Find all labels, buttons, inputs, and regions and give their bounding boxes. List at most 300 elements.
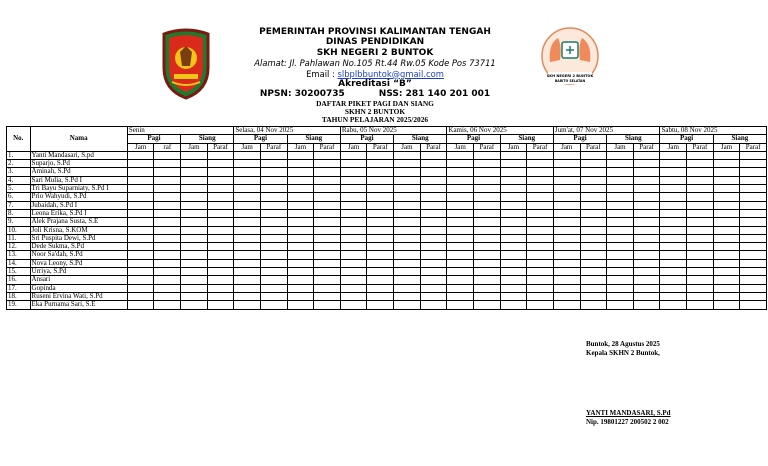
empty-cell <box>367 243 394 251</box>
empty-cell <box>580 292 607 300</box>
empty-cell <box>527 168 554 176</box>
empty-cell <box>234 251 261 259</box>
empty-cell <box>607 276 634 284</box>
table-row <box>7 160 767 168</box>
empty-cell <box>394 160 421 168</box>
empty-cell <box>340 193 367 201</box>
empty-cell <box>474 185 501 193</box>
empty-cell <box>207 226 234 234</box>
empty-cell <box>660 193 687 201</box>
subheader-cell: Jam <box>500 143 527 151</box>
empty-cell <box>740 259 767 267</box>
empty-cell <box>394 259 421 267</box>
subheader-cell: Paraf <box>527 143 554 151</box>
table-row <box>7 168 767 176</box>
empty-cell <box>287 243 314 251</box>
empty-cell <box>154 234 181 242</box>
empty-cell <box>420 268 447 276</box>
empty-cell <box>420 185 447 193</box>
svg-text:BARITO SELATAN: BARITO SELATAN <box>554 79 586 83</box>
empty-cell <box>234 226 261 234</box>
row-name: Ruseni Ervina Wati, S.Pd <box>30 292 127 300</box>
empty-cell <box>314 284 341 292</box>
empty-cell <box>154 243 181 251</box>
row-number: 2. <box>7 160 31 168</box>
empty-cell <box>207 168 234 176</box>
empty-cell <box>660 160 687 168</box>
empty-cell <box>740 168 767 176</box>
row-name: Joli Krisna, S.KOM <box>30 226 127 234</box>
empty-cell <box>340 301 367 309</box>
empty-cell <box>340 201 367 209</box>
empty-cell <box>527 226 554 234</box>
empty-cell <box>127 218 154 226</box>
empty-cell <box>420 151 447 159</box>
empty-cell <box>340 259 367 267</box>
empty-cell <box>287 176 314 184</box>
empty-cell <box>687 168 714 176</box>
empty-cell <box>687 201 714 209</box>
empty-cell <box>127 185 154 193</box>
row-number: 14. <box>7 259 31 267</box>
subheader-cell: Jam <box>394 143 421 151</box>
empty-cell <box>527 176 554 184</box>
empty-cell <box>260 284 287 292</box>
empty-cell <box>687 193 714 201</box>
empty-cell <box>580 193 607 201</box>
empty-cell <box>580 209 607 217</box>
empty-cell <box>154 259 181 267</box>
empty-cell <box>553 259 580 267</box>
empty-cell <box>314 168 341 176</box>
empty-cell <box>713 185 740 193</box>
empty-cell <box>420 176 447 184</box>
empty-cell <box>687 276 714 284</box>
empty-cell <box>420 284 447 292</box>
row-number: 6. <box>7 193 31 201</box>
empty-cell <box>287 268 314 276</box>
empty-cell <box>633 243 660 251</box>
empty-cell <box>580 185 607 193</box>
empty-cell <box>740 243 767 251</box>
empty-cell <box>420 160 447 168</box>
empty-cell <box>687 209 714 217</box>
empty-cell <box>527 251 554 259</box>
empty-cell <box>500 193 527 201</box>
empty-cell <box>660 259 687 267</box>
empty-cell <box>234 234 261 242</box>
empty-cell <box>527 284 554 292</box>
empty-cell <box>181 251 208 259</box>
empty-cell <box>234 292 261 300</box>
empty-cell <box>181 276 208 284</box>
empty-cell <box>660 268 687 276</box>
empty-cell <box>367 201 394 209</box>
row-number: 19. <box>7 301 31 309</box>
empty-cell <box>553 234 580 242</box>
empty-cell <box>474 243 501 251</box>
empty-cell <box>660 251 687 259</box>
session-siang: Siang <box>713 135 766 143</box>
empty-cell <box>527 193 554 201</box>
row-number: 18. <box>7 292 31 300</box>
empty-cell <box>713 151 740 159</box>
empty-cell <box>633 185 660 193</box>
email-link[interactable]: slbplbbuntok@gmail.com <box>337 68 444 79</box>
empty-cell <box>553 168 580 176</box>
empty-cell <box>633 268 660 276</box>
empty-cell <box>260 251 287 259</box>
empty-cell <box>234 301 261 309</box>
empty-cell <box>713 176 740 184</box>
header-email-line <box>215 69 535 79</box>
empty-cell <box>713 193 740 201</box>
empty-cell <box>474 251 501 259</box>
signature-name: YANTI MANDASARI, S.Pd <box>586 409 671 417</box>
empty-cell <box>127 292 154 300</box>
empty-cell <box>633 259 660 267</box>
subheader-cell: Jam <box>127 143 154 151</box>
empty-cell <box>580 234 607 242</box>
empty-cell <box>500 284 527 292</box>
subheader-cell: Jam <box>340 143 367 151</box>
empty-cell <box>207 193 234 201</box>
empty-cell <box>394 234 421 242</box>
empty-cell <box>740 193 767 201</box>
empty-cell <box>740 209 767 217</box>
empty-cell <box>234 185 261 193</box>
session-siang: Siang <box>500 135 553 143</box>
nss: NSS: 281 140 201 001 <box>378 89 491 100</box>
day-header: Selasa, 04 Nov 2025 <box>234 127 341 135</box>
email-label: Email : <box>306 68 335 79</box>
empty-cell <box>527 301 554 309</box>
empty-cell <box>127 201 154 209</box>
empty-cell <box>553 268 580 276</box>
empty-cell <box>207 176 234 184</box>
empty-cell <box>367 160 394 168</box>
row-number: 9. <box>7 218 31 226</box>
empty-cell <box>260 259 287 267</box>
empty-cell <box>474 151 501 159</box>
empty-cell <box>580 151 607 159</box>
empty-cell <box>260 201 287 209</box>
empty-cell <box>607 226 634 234</box>
signature-place-date: Buntok, 28 Agustus 2025 <box>586 340 660 348</box>
subheader-cell: Jam <box>287 143 314 151</box>
empty-cell <box>154 226 181 234</box>
empty-cell <box>127 176 154 184</box>
table-row <box>7 243 767 251</box>
duty-roster-table <box>6 126 767 310</box>
provincial-crest-icon <box>160 28 212 100</box>
table-row <box>7 301 767 309</box>
empty-cell <box>394 284 421 292</box>
row-number: 12. <box>7 243 31 251</box>
empty-cell <box>553 193 580 201</box>
row-name: Tri Bayu Suparniaty, S.Pd I <box>30 185 127 193</box>
empty-cell <box>713 268 740 276</box>
empty-cell <box>367 292 394 300</box>
empty-cell <box>447 168 474 176</box>
subheader-cell: Paraf <box>367 143 394 151</box>
row-name: Suparjo, S.Pd <box>30 160 127 168</box>
empty-cell <box>633 151 660 159</box>
row-name: Leona Erika, S.Pd I <box>30 209 127 217</box>
empty-cell <box>287 193 314 201</box>
empty-cell <box>500 218 527 226</box>
empty-cell <box>447 193 474 201</box>
empty-cell <box>687 284 714 292</box>
row-name: Noor Sa'dah, S.Pd <box>30 251 127 259</box>
empty-cell <box>447 234 474 242</box>
empty-cell <box>740 292 767 300</box>
empty-cell <box>154 176 181 184</box>
empty-cell <box>154 193 181 201</box>
empty-cell <box>234 268 261 276</box>
table-header <box>7 127 767 152</box>
empty-cell <box>314 176 341 184</box>
empty-cell <box>660 185 687 193</box>
empty-cell <box>500 301 527 309</box>
empty-cell <box>580 176 607 184</box>
empty-cell <box>527 151 554 159</box>
empty-cell <box>127 193 154 201</box>
empty-cell <box>154 251 181 259</box>
empty-cell <box>447 160 474 168</box>
empty-cell <box>260 151 287 159</box>
document-school: SKHN 2 BUNTOK <box>344 107 406 117</box>
row-name: Sari Mulia, S.Pd I <box>30 176 127 184</box>
row-name: Aminah, S.Pd <box>30 168 127 176</box>
empty-cell <box>340 284 367 292</box>
empty-cell <box>420 251 447 259</box>
empty-cell <box>314 292 341 300</box>
empty-cell <box>260 234 287 242</box>
empty-cell <box>127 284 154 292</box>
empty-cell <box>420 243 447 251</box>
empty-cell <box>127 243 154 251</box>
empty-cell <box>447 218 474 226</box>
empty-cell <box>660 234 687 242</box>
empty-cell <box>580 168 607 176</box>
empty-cell <box>367 193 394 201</box>
empty-cell <box>553 251 580 259</box>
empty-cell <box>474 234 501 242</box>
empty-cell <box>287 259 314 267</box>
empty-cell <box>740 151 767 159</box>
empty-cell <box>607 259 634 267</box>
table-row <box>7 209 767 217</box>
empty-cell <box>234 243 261 251</box>
empty-cell <box>687 301 714 309</box>
subheader-cell: Jam <box>553 143 580 151</box>
subheader-cell: Paraf <box>474 143 501 151</box>
empty-cell <box>260 168 287 176</box>
empty-cell <box>260 301 287 309</box>
empty-cell <box>394 276 421 284</box>
empty-cell <box>394 218 421 226</box>
empty-cell <box>340 209 367 217</box>
empty-cell <box>154 168 181 176</box>
empty-cell <box>687 243 714 251</box>
col-no: No. <box>7 127 31 152</box>
subheader-cell: Paraf <box>687 143 714 151</box>
empty-cell <box>660 226 687 234</box>
empty-cell <box>740 201 767 209</box>
empty-cell <box>314 301 341 309</box>
empty-cell <box>660 218 687 226</box>
empty-cell <box>713 251 740 259</box>
empty-cell <box>447 185 474 193</box>
empty-cell <box>740 251 767 259</box>
empty-cell <box>340 168 367 176</box>
empty-cell <box>553 226 580 234</box>
table-row <box>7 292 767 300</box>
empty-cell <box>154 268 181 276</box>
empty-cell <box>340 185 367 193</box>
empty-cell <box>207 234 234 242</box>
empty-cell <box>394 251 421 259</box>
row-number: 4. <box>7 176 31 184</box>
empty-cell <box>633 226 660 234</box>
empty-cell <box>260 176 287 184</box>
empty-cell <box>181 259 208 267</box>
row-number: 13. <box>7 251 31 259</box>
empty-cell <box>713 243 740 251</box>
table-row <box>7 268 767 276</box>
empty-cell <box>660 151 687 159</box>
row-number: 3. <box>7 168 31 176</box>
table-row <box>7 185 767 193</box>
session-pagi: Pagi <box>553 135 606 143</box>
subheader-cell: Paraf <box>314 143 341 151</box>
row-number: 10. <box>7 226 31 234</box>
document-year: TAHUN PELAJARAN 2025/2026 <box>321 115 429 125</box>
empty-cell <box>367 251 394 259</box>
empty-cell <box>314 151 341 159</box>
empty-cell <box>553 185 580 193</box>
empty-cell <box>580 243 607 251</box>
empty-cell <box>713 259 740 267</box>
empty-cell <box>474 209 501 217</box>
table-row <box>7 201 767 209</box>
empty-cell <box>553 160 580 168</box>
empty-cell <box>607 168 634 176</box>
empty-cell <box>181 301 208 309</box>
empty-cell <box>260 209 287 217</box>
empty-cell <box>713 292 740 300</box>
empty-cell <box>367 176 394 184</box>
empty-cell <box>713 276 740 284</box>
empty-cell <box>394 151 421 159</box>
table-row <box>7 193 767 201</box>
session-pagi: Pagi <box>127 135 180 143</box>
empty-cell <box>500 251 527 259</box>
empty-cell <box>340 160 367 168</box>
empty-cell <box>500 151 527 159</box>
empty-cell <box>474 276 501 284</box>
empty-cell <box>527 292 554 300</box>
empty-cell <box>687 226 714 234</box>
row-name: Dede Sukma, S.Pd <box>30 243 127 251</box>
empty-cell <box>607 151 634 159</box>
empty-cell <box>127 251 154 259</box>
table-row <box>7 234 767 242</box>
empty-cell <box>287 234 314 242</box>
empty-cell <box>580 201 607 209</box>
empty-cell <box>340 292 367 300</box>
signature-position: Kepala SKHN 2 Buntok, <box>586 348 660 357</box>
table-body <box>7 151 767 309</box>
header-department: DINAS PENDIDIKAN <box>325 37 425 48</box>
day-header: Sabtu, 08 Nov 2025 <box>660 127 767 135</box>
empty-cell <box>633 301 660 309</box>
empty-cell <box>553 284 580 292</box>
empty-cell <box>314 268 341 276</box>
empty-cell <box>234 193 261 201</box>
empty-cell <box>260 226 287 234</box>
empty-cell <box>580 251 607 259</box>
empty-cell <box>367 234 394 242</box>
empty-cell <box>127 301 154 309</box>
empty-cell <box>713 301 740 309</box>
empty-cell <box>607 218 634 226</box>
empty-cell <box>154 151 181 159</box>
empty-cell <box>154 276 181 284</box>
empty-cell <box>260 268 287 276</box>
empty-cell <box>420 201 447 209</box>
empty-cell <box>527 185 554 193</box>
subheader-cell: Jam <box>234 143 261 151</box>
empty-cell <box>447 284 474 292</box>
empty-cell <box>740 218 767 226</box>
empty-cell <box>447 292 474 300</box>
empty-cell <box>740 284 767 292</box>
empty-cell <box>314 243 341 251</box>
empty-cell <box>447 201 474 209</box>
subheader-cell: Paraf <box>740 143 767 151</box>
empty-cell <box>207 259 234 267</box>
empty-cell <box>527 259 554 267</box>
empty-cell <box>447 268 474 276</box>
empty-cell <box>394 268 421 276</box>
subheader-cell: Paraf <box>633 143 660 151</box>
empty-cell <box>234 259 261 267</box>
empty-cell <box>234 218 261 226</box>
table-row <box>7 176 767 184</box>
empty-cell <box>713 284 740 292</box>
empty-cell <box>127 160 154 168</box>
row-name: Yanti Mandasari, S.pd <box>30 151 127 159</box>
empty-cell <box>500 292 527 300</box>
empty-cell <box>287 292 314 300</box>
empty-cell <box>181 234 208 242</box>
empty-cell <box>234 160 261 168</box>
empty-cell <box>527 160 554 168</box>
header-accreditation: Akreditasi “B” <box>338 79 412 90</box>
empty-cell <box>181 176 208 184</box>
subheader-cell: Paraf <box>580 143 607 151</box>
empty-cell <box>420 276 447 284</box>
empty-cell <box>181 151 208 159</box>
empty-cell <box>607 176 634 184</box>
table-row <box>7 284 767 292</box>
empty-cell <box>660 276 687 284</box>
empty-cell <box>207 284 234 292</box>
empty-cell <box>553 201 580 209</box>
empty-cell <box>394 209 421 217</box>
